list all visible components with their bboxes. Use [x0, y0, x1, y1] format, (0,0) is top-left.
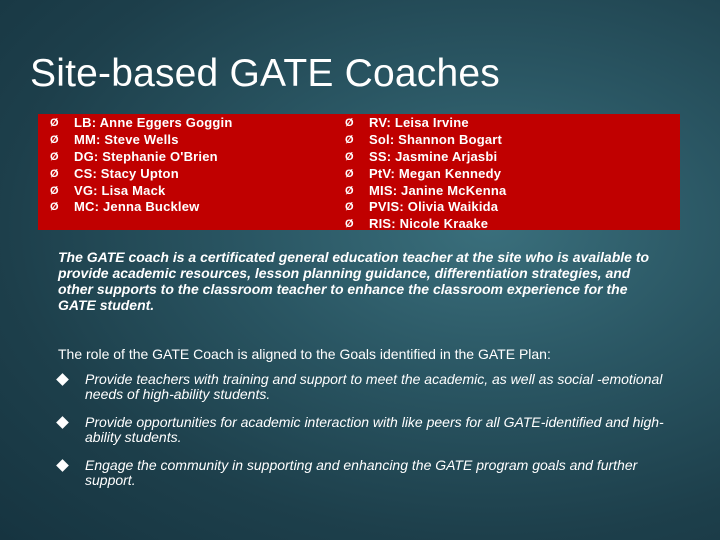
list-item-label: MIS: Janine McKenna [369, 182, 507, 198]
list-item-label: CS: Stacy Upton [74, 165, 179, 181]
list-item [50, 115, 232, 132]
arrow-bullet-icon: Ø [50, 201, 59, 214]
list-item [50, 149, 232, 166]
arrow-bullet-icon: Ø [50, 133, 59, 146]
arrow-bullet-icon: Ø [345, 167, 354, 180]
list-item [345, 166, 506, 183]
list-item-label: DG: Stephanie O'Brien [74, 148, 218, 164]
goals-list [58, 372, 678, 488]
list-item [50, 132, 232, 149]
arrow-bullet-icon: Ø [50, 117, 59, 129]
list-item [345, 216, 506, 233]
list-item [345, 149, 506, 166]
arrow-bullet-icon: Ø [345, 184, 354, 197]
arrow-bullet-icon: Ø [345, 133, 354, 146]
arrow-bullet-icon: Ø [50, 184, 59, 197]
list-item-label: MC: Jenna Bucklew [74, 199, 200, 215]
goal-text: Provide teachers with training and support to meet the academic, as well as social -emotional needs of high-ability students. [85, 371, 663, 402]
coach-description: The GATE coach is a certificated general education teacher at the site who is available to provide academic resources, lesson planning guidance, differentiation strategies, and other supports to the classroom teacher to enhance the classroom experience for the GATE student. [58, 249, 650, 313]
arrow-bullet-icon: Ø [50, 150, 59, 163]
goals-intro: The role of the GATE Coach is aligned to the Goals identified in the GATE Plan: [58, 346, 551, 362]
list-item [58, 415, 678, 445]
coaches-list-left [50, 115, 232, 216]
list-item-label: Sol: Shannon Bogart [369, 131, 503, 147]
diamond-bullet-icon [56, 373, 69, 386]
list-item [50, 166, 232, 183]
arrow-bullet-icon: Ø [50, 167, 59, 180]
goal-text: Engage the community in supporting and enhancing the GATE program goals and further support. [85, 457, 638, 488]
list-item-label: VG: Lisa Mack [74, 182, 166, 198]
list-item [50, 183, 232, 200]
list-item [58, 458, 678, 488]
list-item [345, 183, 506, 200]
list-item-label: PtV: Megan Kennedy [369, 165, 502, 181]
diamond-bullet-icon [56, 459, 69, 472]
arrow-bullet-icon: Ø [345, 117, 354, 129]
list-item [50, 199, 232, 216]
slide-title: Site-based GATE Coaches [30, 52, 500, 95]
list-item [345, 115, 506, 132]
list-item [345, 132, 506, 149]
goal-text: Provide opportunities for academic interaction with like peers for all GATE-identified and high-ability students. [85, 414, 664, 445]
list-item [345, 199, 506, 216]
list-item-label: RV: Leisa Irvine [369, 115, 469, 130]
list-item [58, 372, 678, 402]
list-item-label: RIS: Nicole Kraake [369, 216, 489, 232]
arrow-bullet-icon: Ø [345, 201, 354, 214]
list-item-label: SS: Jasmine Arjasbi [369, 148, 498, 164]
list-item-label: PVIS: Olivia Waikida [369, 199, 499, 215]
list-item-label: LB: Anne Eggers Goggin [74, 115, 233, 130]
diamond-bullet-icon [56, 416, 69, 429]
arrow-bullet-icon: Ø [345, 150, 354, 163]
arrow-bullet-icon: Ø [345, 218, 354, 231]
coaches-list-right [345, 115, 506, 233]
list-item-label: MM: Steve Wells [74, 131, 179, 147]
